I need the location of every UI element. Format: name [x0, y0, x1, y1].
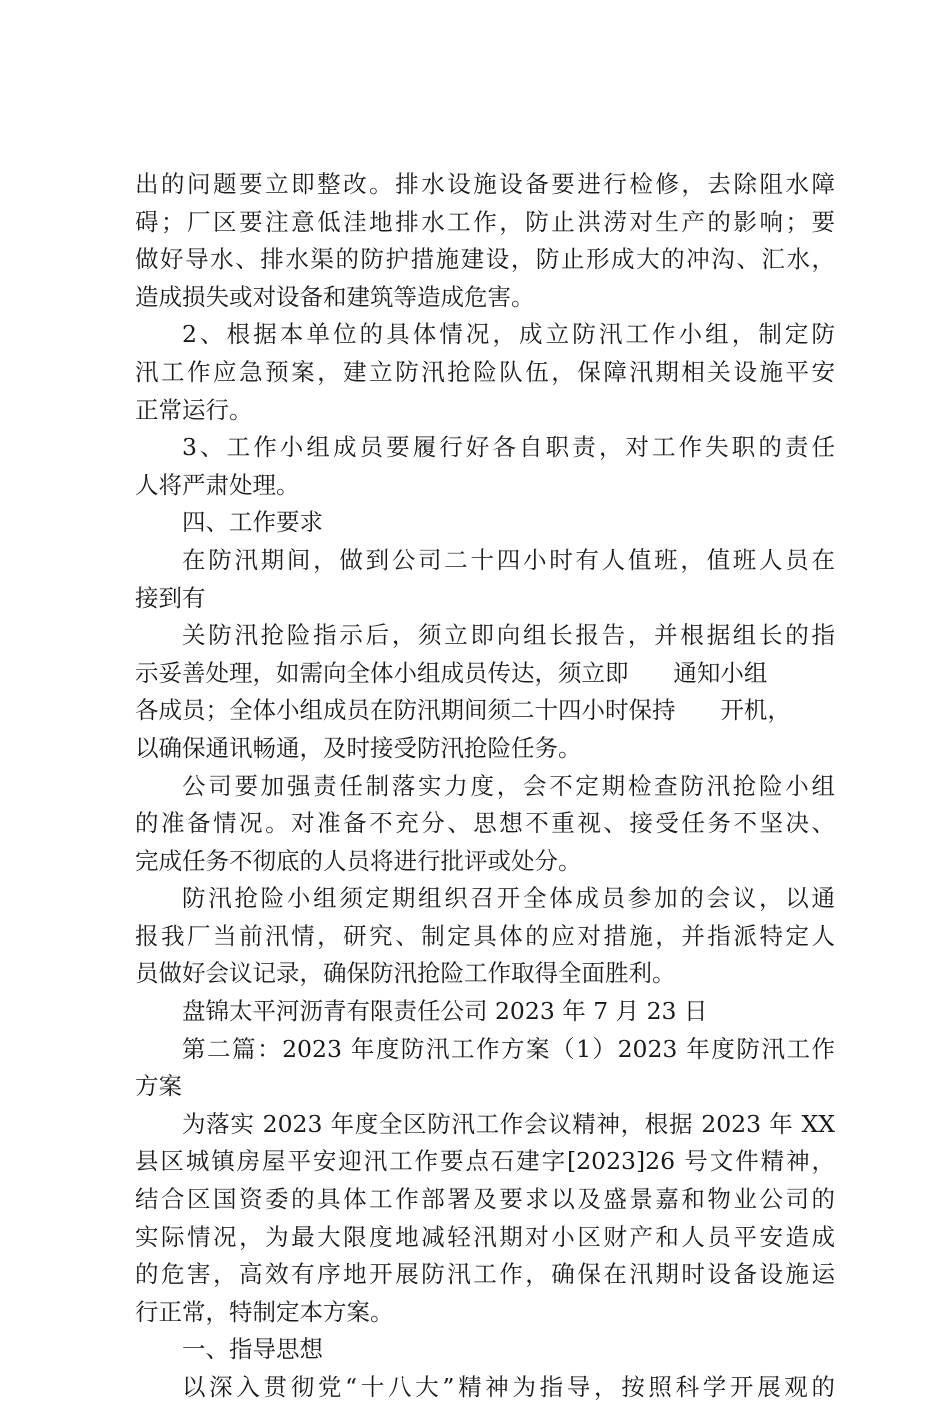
- text-line: 接到有: [135, 583, 206, 612]
- text-line: 出的问题要立即整改。排水设施设备要进行检修，去除阻水障: [135, 170, 835, 198]
- text-line: 造成损失或对设备和建筑等造成危害。: [135, 282, 535, 311]
- text-line: 3、工作小组成员要履行好各自职责，对工作失职的责任: [182, 433, 835, 462]
- text-line: 做好导水、排水渠的防护措施建设，防止形成大的冲沟、汇水，: [135, 245, 835, 274]
- text-line: 以深入贯彻党“十八大”精神为指导，按照科学开展观的: [182, 1373, 835, 1401]
- text-line: 公司要加强责任制落实力度，会不定期检查防汛抢险小组: [182, 771, 835, 800]
- text-line: 第二篇：2023 年度防汛工作方案（1）2023 年度防汛工作: [182, 1034, 835, 1063]
- text-line: 为落实 2023 年度全区防汛工作会议精神，根据 2023 年 XX: [182, 1109, 835, 1138]
- text-line: 结合区国资委的具体工作部署及要求以及盛景嘉和物业公司的: [135, 1185, 835, 1214]
- text-line: 防汛抢险小组须定期组织召开全体成员参加的会议，以通: [182, 884, 835, 913]
- text-line: 行正常，特制定本方案。: [135, 1297, 394, 1326]
- text-line: 正常运行。: [135, 395, 253, 424]
- text-line: 完成任务不彻底的人员将进行批评或处分。: [135, 846, 582, 875]
- text-line: 以确保通讯畅通，及时接受防汛抢险任务。: [135, 733, 582, 762]
- text-line: 一、指导思想: [182, 1335, 323, 1364]
- text-line: 的危害，高效有序地开展防汛工作，确保在汛期时设备设施运: [135, 1260, 835, 1289]
- text-line: 在防汛期间，做到公司二十四小时有人值班，值班人员在: [182, 545, 835, 574]
- text-line: 方案: [135, 1072, 182, 1101]
- text-line: 四、工作要求: [182, 508, 323, 537]
- text-line: 人将严肃处理。: [135, 470, 300, 499]
- text-line: 盘锦太平河沥青有限责任公司 2023 年 7 月 23 日: [182, 997, 708, 1026]
- text-line: 县区城镇房屋平安迎汛工作要点石建字[2023]26 号文件精神，: [135, 1147, 835, 1176]
- text-line: 汛工作应急预案，建立防汛抢险队伍，保障汛期相关设施平安: [135, 357, 835, 386]
- text-line: 碍；厂区要注意低洼地排水工作，防止洪涝对生产的影响；要: [135, 207, 835, 236]
- text-line: 的准备情况。对准备不充分、思想不重视、接受任务不坚决、: [135, 809, 835, 838]
- document-body: [135, 166, 835, 1407]
- text-line: 2、根据本单位的具体情况，成立防汛工作小组，制定防: [182, 320, 835, 349]
- text-line: 报我厂当前汛情，研究、制定具体的应对措施，并指派特定人: [135, 921, 835, 950]
- text-line: 员做好会议记录，确保防汛抢险工作取得全面胜利。: [135, 959, 676, 988]
- text-line: 关防汛抢险指示后，须立即向组长报告，并根据组长的指: [182, 621, 835, 650]
- text-line: 各成员；全体小组成员在防汛期间须二十四小时保持 开机，: [135, 696, 791, 725]
- text-line: 示妥善处理，如需向全体小组成员传达，须立即 通知小组: [135, 658, 768, 687]
- text-line: 实际情况，为最大限度地减轻汛期对小区财产和人员平安造成: [135, 1222, 835, 1251]
